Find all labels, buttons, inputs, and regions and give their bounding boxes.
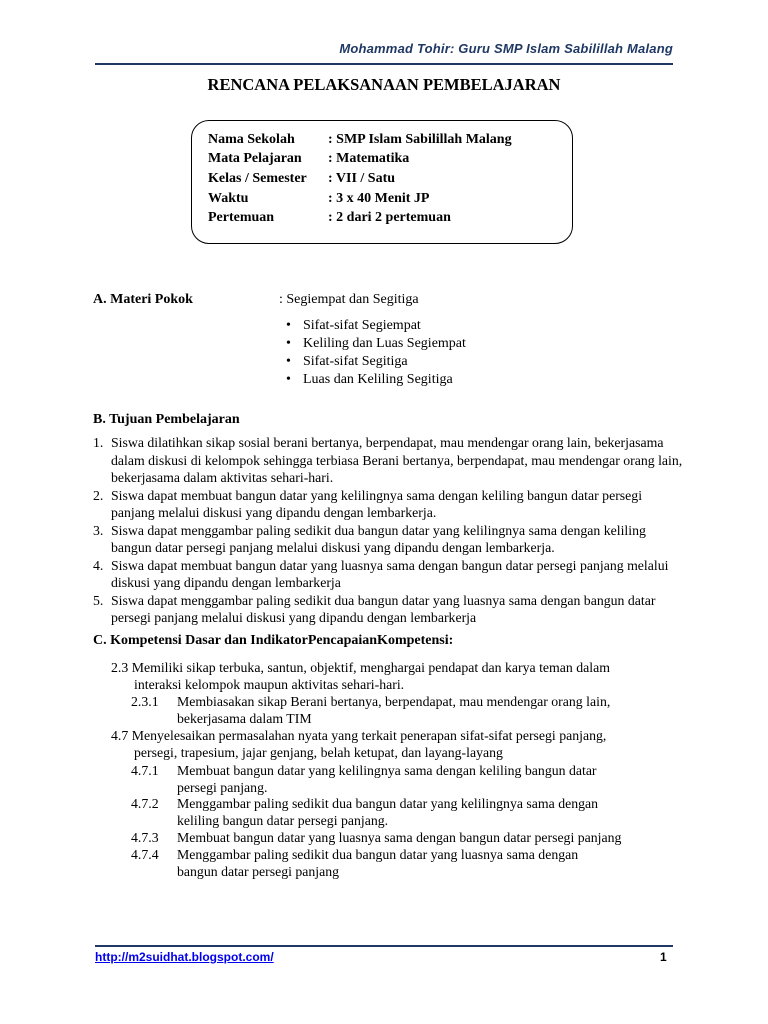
identity-key: Pertemuan	[208, 210, 275, 225]
header-text: Mohammad Tohir: Guru SMP Islam Sabilillah Malang	[339, 41, 673, 56]
bullet-text: Sifat-sifat Segitiga	[303, 354, 408, 369]
section-a-label: A. Materi Pokok	[93, 292, 193, 307]
kd-4-7-line2: persegi, trapesium, jajar genjang, belah ketupat, dan layang-layang	[134, 745, 503, 760]
kd-2-3-line2: interaksi kelompok maupun aktivitas sehari-hari.	[134, 677, 405, 692]
indicator-line1: Menggambar paling sedikit dua bangun datar yang kelilingnya sama dengan	[177, 796, 599, 811]
list-item	[93, 487, 683, 522]
indicator-number: 4.7.3	[131, 830, 159, 845]
section-b-label: B. Tujuan Pembelajaran	[93, 412, 240, 427]
indicator-number: 4.7.1	[131, 763, 159, 778]
indicator-line1: Membuat bangun datar yang kelilingnya sama dengan keliling bangun datar	[177, 763, 597, 778]
bullet-glyph: •	[286, 336, 291, 351]
list-item	[93, 592, 683, 627]
indicator-line1: Menggambar paling sedikit dua bangun datar yang luasnya sama dengan	[177, 847, 579, 862]
bullet-text: Sifat-sifat Segiempat	[303, 318, 421, 333]
item-text: Siswa dapat membuat bangun datar yang kelilingnya sama dengan keliling bangun datar persegi panjang melalui diskusi yang dipandu dengan lembarkerja.	[111, 487, 643, 520]
item-number: 3.	[93, 522, 104, 538]
identity-key: Mata Pelajaran	[208, 151, 302, 166]
indicator-number: 4.7.2	[131, 796, 159, 811]
identity-value: : VII / Satu	[328, 171, 396, 186]
indicator-line2: persegi panjang.	[177, 780, 268, 795]
page-header	[95, 41, 673, 65]
identity-box	[191, 120, 573, 244]
item-number: 5.	[93, 592, 104, 608]
item-text: Siswa dapat membuat bangun datar yang luasnya sama dengan bangun datar persegi panjang melalui diskusi yang dipandu dengan lembarkerja	[111, 557, 669, 590]
list-item	[93, 557, 683, 592]
document-title: RENCANA PELAKSANAAN PEMBELAJARAN	[207, 75, 561, 94]
item-number: 2.	[93, 487, 104, 503]
identity-value: : 3 x 40 Menit JP	[328, 191, 430, 206]
objectives-list	[93, 434, 683, 627]
footer-divider	[95, 945, 673, 947]
list-item	[93, 522, 683, 557]
section-a-value: : Segiempat dan Segitiga	[279, 292, 419, 307]
indicator-number: 2.3.1	[131, 694, 159, 709]
kd-2-3-line1: 2.3 Memiliki sikap terbuka, santun, objektif, menghargai pendapat dan karya teman dalam	[111, 660, 610, 675]
item-text: Siswa dapat menggambar paling sedikit dua bangun datar yang luasnya sama dengan bangun datar persegi panjang melalui diskusi yang dipandu dengan lembarkerja	[111, 592, 656, 625]
footer-link[interactable]: http://m2suidhat.blogspot.com/	[95, 950, 274, 964]
item-text: Siswa dilatihkan sikap sosial berani bertanya, berpendapat, mau mendengar orang lain, bekerjasama dalam diskusi di kelompok sehingga terbiasa Berani bertanya, berpendapat, mau mendengar orang lain, bekerjasama dalam aktivitas sehari-hari.	[111, 435, 683, 485]
identity-key: Waktu	[208, 191, 249, 206]
bullet-glyph: •	[286, 354, 291, 369]
indicator-line2: bekerjasama dalam TIM	[177, 711, 312, 726]
bullet-text: Keliling dan Luas Segiempat	[303, 336, 466, 351]
indicator-line2: bangun datar persegi panjang	[177, 864, 340, 879]
item-number: 4.	[93, 557, 104, 573]
page-number: 1	[660, 950, 667, 964]
bullet-glyph: •	[286, 372, 291, 387]
indicator-line1: Membuat bangun datar yang luasnya sama dengan bangun datar persegi panjang	[177, 830, 622, 845]
identity-value: : SMP Islam Sabilillah Malang	[328, 132, 512, 147]
item-number: 1.	[93, 435, 104, 450]
indicator-number: 4.7.4	[131, 847, 159, 862]
bullet-text: Luas dan Keliling Segitiga	[303, 372, 453, 387]
item-text: Siswa dapat menggambar paling sedikit dua bangun datar yang kelilingnya sama dengan keliling bangun datar persegi panjang melalui diskusi yang dipandu dengan lembarkerja.	[111, 522, 646, 555]
identity-value: : Matematika	[328, 151, 410, 166]
identity-key: Kelas / Semester	[208, 171, 307, 186]
bullet-glyph: •	[286, 318, 291, 333]
identity-key: Nama Sekolah	[208, 132, 295, 147]
indicator-line2: keliling bangun datar persegi panjang.	[177, 813, 389, 828]
kd-4-7-line1: 4.7 Menyelesaikan permasalahan nyata yang terkait penerapan sifat-sifat persegi panjang,	[111, 728, 607, 743]
indicator-line1: Membiasakan sikap Berani bertanya, berpendapat, mau mendengar orang lain,	[177, 694, 611, 709]
identity-value: : 2 dari 2 pertemuan	[328, 210, 451, 225]
list-item	[93, 434, 683, 487]
section-c-label: C. Kompetensi Dasar dan IndikatorPencapaianKompetensi:	[93, 633, 454, 648]
